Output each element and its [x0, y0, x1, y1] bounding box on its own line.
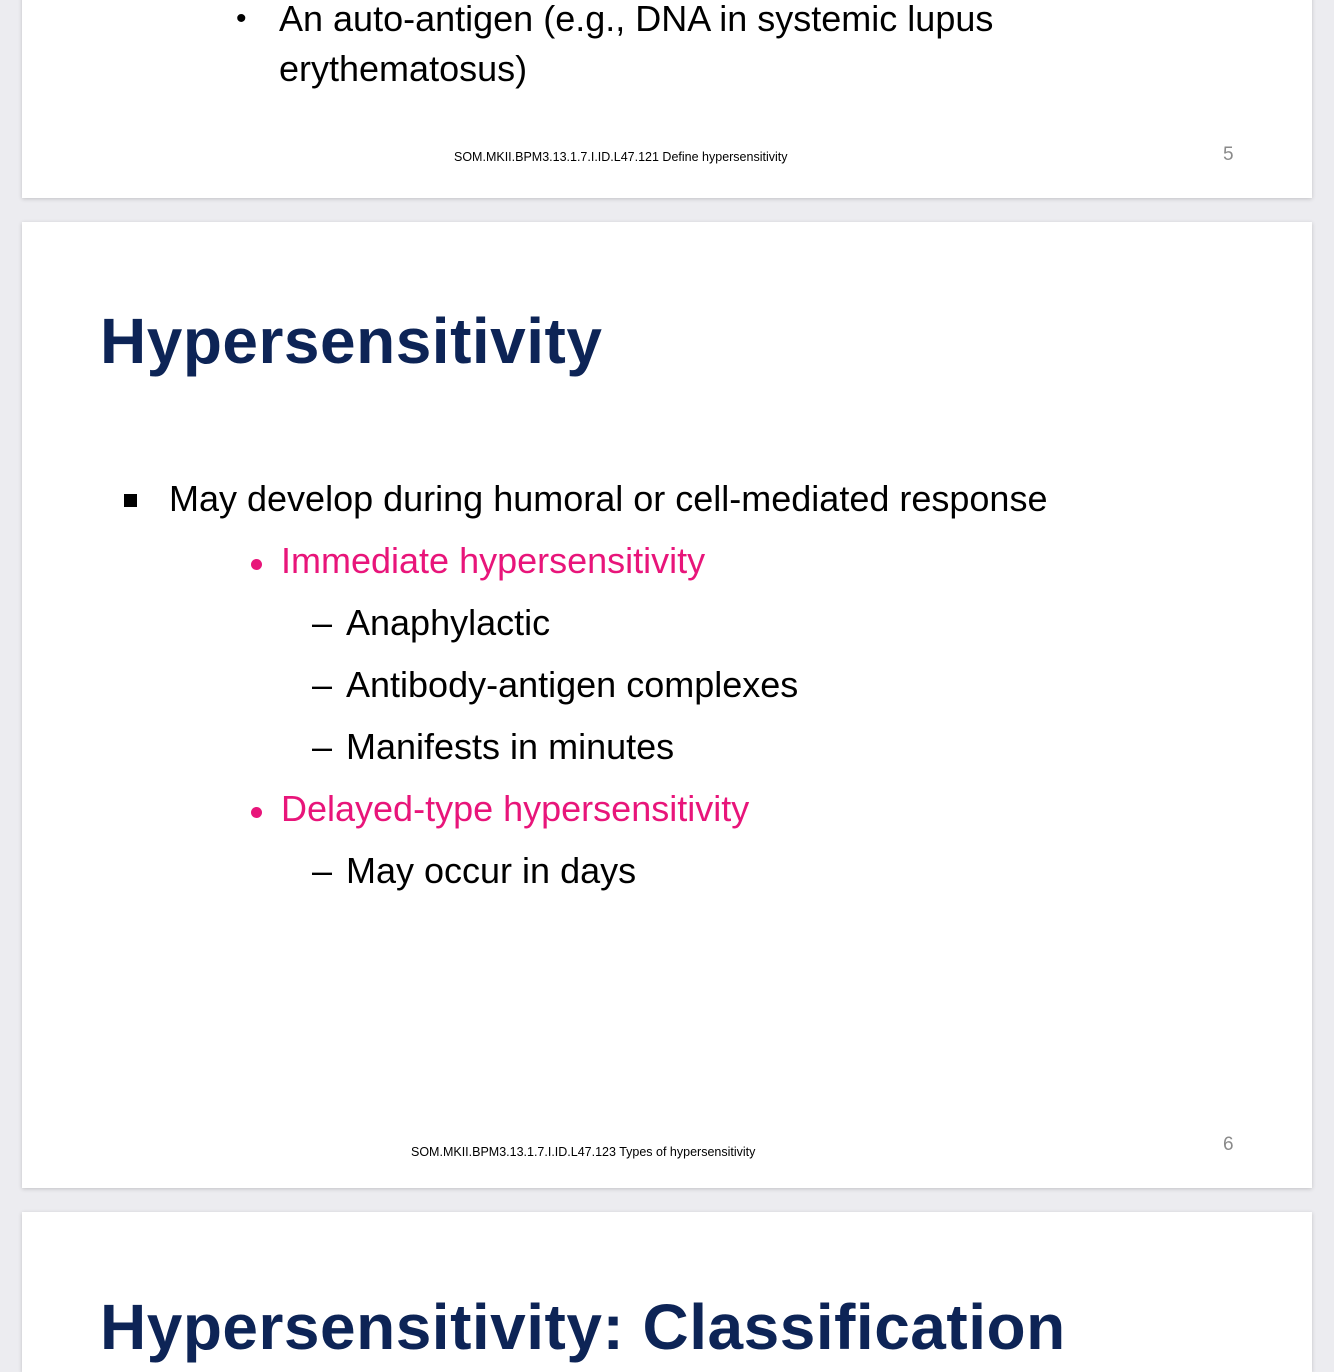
slide-title: Hypersensitivity: Classification — [100, 1291, 1066, 1363]
detail-item: Antibody-antigen complexes — [346, 664, 799, 705]
slide-footer: SOM.MKII.BPM3.13.1.7.I.ID.L47.123 Types of hypersensitivity — [411, 1145, 756, 1159]
bullet-text: An auto-antigen (e.g., DNA in systemic lupus — [279, 0, 994, 39]
detail-item: Anaphylactic — [346, 602, 551, 643]
bullet-text-continuation: erythematosus) — [279, 48, 528, 89]
slide-7 — [22, 1212, 1312, 1372]
slide-6 — [22, 222, 1312, 1188]
main-bullet-text: May develop during humoral or cell-mediated response — [169, 478, 1048, 519]
dash-marker: – — [312, 664, 333, 705]
slide-5 — [22, 0, 1312, 198]
sub-bullet-immediate: Immediate hypersensitivity — [281, 540, 706, 581]
dash-marker: – — [312, 602, 333, 643]
slide-footer: SOM.MKII.BPM3.13.1.7.I.ID.L47.121 Define hypersensitivity — [454, 150, 788, 164]
sub-bullet-delayed: Delayed-type hypersensitivity — [281, 788, 750, 829]
bullet-dot-icon — [251, 807, 262, 818]
slide-title: Hypersensitivity — [100, 305, 603, 377]
detail-item: Manifests in minutes — [346, 726, 675, 767]
bullet-dot-icon — [251, 559, 262, 570]
dash-marker: – — [312, 850, 333, 891]
page-number: 5 — [1223, 144, 1234, 165]
bullet-dot: • — [236, 2, 247, 35]
detail-item: May occur in days — [346, 850, 637, 891]
dash-marker: – — [312, 726, 333, 767]
square-bullet-icon — [124, 494, 137, 507]
page-number: 6 — [1223, 1134, 1234, 1155]
